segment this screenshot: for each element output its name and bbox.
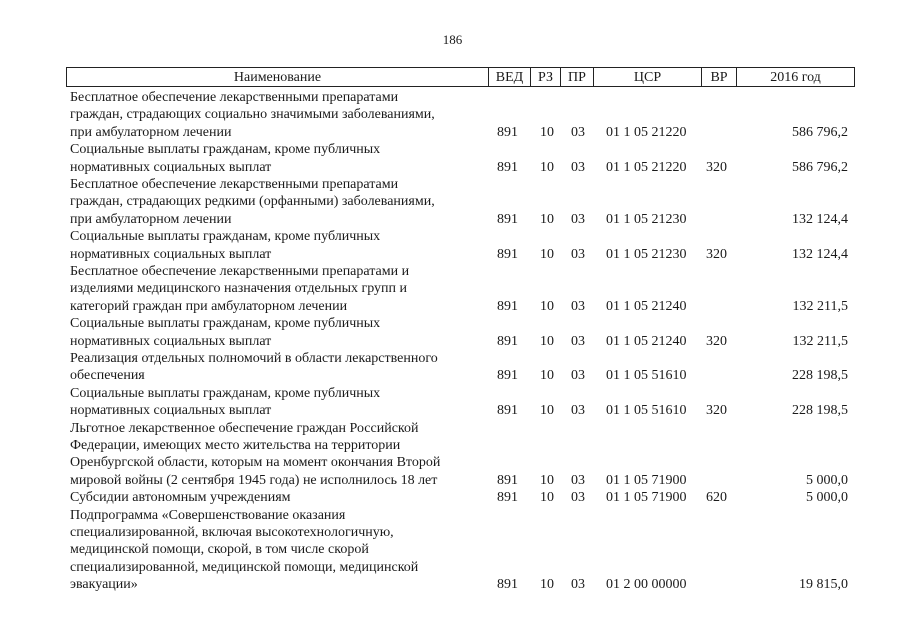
row-vr: 320 — [706, 403, 727, 419]
row-name-line: Социальные выплаты гражданам, кроме публичных — [70, 142, 381, 158]
row-csr: 01 1 05 21220 — [606, 159, 687, 175]
row-vr: 320 — [706, 159, 727, 175]
row-name — [70, 141, 485, 176]
row-ved: 891 — [497, 333, 518, 349]
row-name-line: категорий граждан при амбулаторном лечении — [70, 298, 348, 314]
row-name-line: при амбулаторном лечении — [70, 124, 232, 140]
row-pr: 03 — [571, 472, 585, 488]
row-name — [70, 315, 485, 350]
table-body — [0, 89, 905, 594]
row-pr: 03 — [571, 298, 585, 314]
row-sum: 19 815,0 — [799, 577, 848, 593]
table-row — [0, 141, 905, 176]
table-row — [0, 89, 905, 141]
row-pr: 03 — [571, 333, 585, 349]
row-vr: 320 — [706, 333, 727, 349]
row-name-line: Оренбургской области, которым на момент окончания Второй — [70, 455, 441, 471]
row-csr: 01 1 05 71900 — [606, 490, 687, 506]
row-name — [70, 385, 485, 420]
row-name-line: изделиями медицинского назначения отдельных групп и — [70, 281, 408, 297]
row-name — [70, 263, 485, 315]
row-rz: 10 — [540, 368, 554, 384]
header-vr: ВР — [701, 68, 736, 86]
row-name — [70, 420, 485, 490]
row-csr: 01 1 05 21220 — [606, 124, 687, 140]
row-pr: 03 — [571, 490, 585, 506]
row-pr: 03 — [571, 159, 585, 175]
row-rz: 10 — [540, 159, 554, 175]
row-name — [70, 89, 485, 141]
row-ved: 891 — [497, 368, 518, 384]
row-sum: 132 124,4 — [792, 211, 848, 227]
table-row — [0, 315, 905, 350]
row-vr: 620 — [706, 490, 727, 506]
table-header — [66, 67, 855, 87]
row-pr: 03 — [571, 403, 585, 419]
row-sum: 228 198,5 — [792, 368, 848, 384]
row-name — [70, 176, 485, 228]
row-sum: 132 124,4 — [792, 246, 848, 262]
row-pr: 03 — [571, 577, 585, 593]
table-row — [0, 176, 905, 228]
row-name-line: граждан, страдающих редкими (орфанными) заболеваниями, — [70, 194, 435, 210]
table-row — [0, 350, 905, 385]
row-name-line: при амбулаторном лечении — [70, 211, 232, 227]
row-ved: 891 — [497, 211, 518, 227]
row-name-line: Реализация отдельных полномочий в области лекарственного — [70, 350, 438, 366]
row-name-line: Бесплатное обеспечение лекарственными препаратами — [70, 176, 399, 192]
row-pr: 03 — [571, 368, 585, 384]
table-row — [0, 507, 905, 594]
row-name-line: Подпрограмма «Совершенствование оказания — [70, 507, 346, 523]
row-name — [70, 507, 485, 594]
row-csr: 01 1 05 51610 — [606, 403, 687, 419]
row-sum: 5 000,0 — [806, 472, 848, 488]
row-name-line: специализированной, медицинской помощи, медицинской — [70, 559, 419, 575]
row-name-line: нормативных социальных выплат — [70, 403, 272, 419]
row-name-line: нормативных социальных выплат — [70, 246, 272, 262]
row-rz: 10 — [540, 298, 554, 314]
row-name — [70, 489, 485, 506]
row-pr: 03 — [571, 246, 585, 262]
header-ved: ВЕД — [488, 68, 530, 86]
row-ved: 891 — [497, 298, 518, 314]
row-ved: 891 — [497, 403, 518, 419]
header-name: Наименование — [233, 70, 322, 85]
row-csr: 01 2 00 00000 — [606, 577, 687, 593]
row-rz: 10 — [540, 333, 554, 349]
row-name-line: эвакуации» — [70, 577, 138, 593]
row-ved: 891 — [497, 246, 518, 262]
row-name-line: Социальные выплаты гражданам, кроме публичных — [70, 229, 381, 245]
row-sum: 586 796,2 — [792, 124, 848, 140]
row-rz: 10 — [540, 211, 554, 227]
table-row — [0, 385, 905, 420]
row-name-line: специализированной, включая высокотехнологичную, — [70, 524, 394, 540]
row-ved: 891 — [497, 577, 518, 593]
row-ved: 891 — [497, 159, 518, 175]
row-csr: 01 1 05 71900 — [606, 472, 687, 488]
row-rz: 10 — [540, 403, 554, 419]
row-rz: 10 — [540, 490, 554, 506]
row-sum: 586 796,2 — [792, 159, 848, 175]
row-name-line: медицинской помощи, скорой, в том числе скорой — [70, 542, 369, 558]
row-name-line: Социальные выплаты гражданам, кроме публичных — [70, 316, 381, 332]
table-row — [0, 489, 905, 506]
row-name-line: граждан, страдающих социально значимыми заболеваниями, — [70, 107, 435, 123]
row-name-line: обеспечения — [70, 368, 145, 384]
header-csr: ЦСР — [593, 68, 701, 86]
row-ved: 891 — [497, 472, 518, 488]
row-name-line: нормативных социальных выплат — [70, 159, 272, 175]
row-csr: 01 1 05 21230 — [606, 211, 687, 227]
row-name-line: Субсидии автономным учреждениям — [70, 490, 291, 506]
row-rz: 10 — [540, 246, 554, 262]
row-csr: 01 1 05 21230 — [606, 246, 687, 262]
row-ved: 891 — [497, 124, 518, 140]
row-vr: 320 — [706, 246, 727, 262]
row-name-line: Бесплатное обеспечение лекарственными препаратами — [70, 90, 399, 105]
row-name — [70, 228, 485, 263]
row-rz: 10 — [540, 124, 554, 140]
row-ved: 891 — [497, 490, 518, 506]
table-row — [0, 263, 905, 315]
row-rz: 10 — [540, 577, 554, 593]
table-row — [0, 420, 905, 490]
row-name-line: Социальные выплаты гражданам, кроме публичных — [70, 385, 381, 401]
row-rz: 10 — [540, 472, 554, 488]
row-pr: 03 — [571, 211, 585, 227]
row-sum: 132 211,5 — [792, 298, 848, 314]
page-number: 186 — [442, 32, 463, 47]
row-name-line: Бесплатное обеспечение лекарственными препаратами и — [70, 263, 410, 279]
row-csr: 01 1 05 51610 — [606, 368, 687, 384]
header-year: 2016 год — [736, 68, 854, 86]
row-sum: 132 211,5 — [792, 333, 848, 349]
row-name — [70, 350, 485, 385]
row-name-line: Льготное лекарственное обеспечение граждан Российской — [70, 420, 419, 436]
row-csr: 01 1 05 21240 — [606, 298, 687, 314]
row-name-line: Федерации, имеющих место жительства на территории — [70, 437, 401, 453]
table-row — [0, 228, 905, 263]
header-pr: ПР — [560, 68, 593, 86]
row-sum: 5 000,0 — [806, 490, 848, 506]
row-pr: 03 — [571, 124, 585, 140]
row-csr: 01 1 05 21240 — [606, 333, 687, 349]
header-rz: РЗ — [530, 68, 560, 86]
row-name-line: нормативных социальных выплат — [70, 333, 272, 349]
row-name-line: мировой войны (2 сентября 1945 года) не исполнилось 18 лет — [70, 472, 438, 488]
row-sum: 228 198,5 — [792, 403, 848, 419]
